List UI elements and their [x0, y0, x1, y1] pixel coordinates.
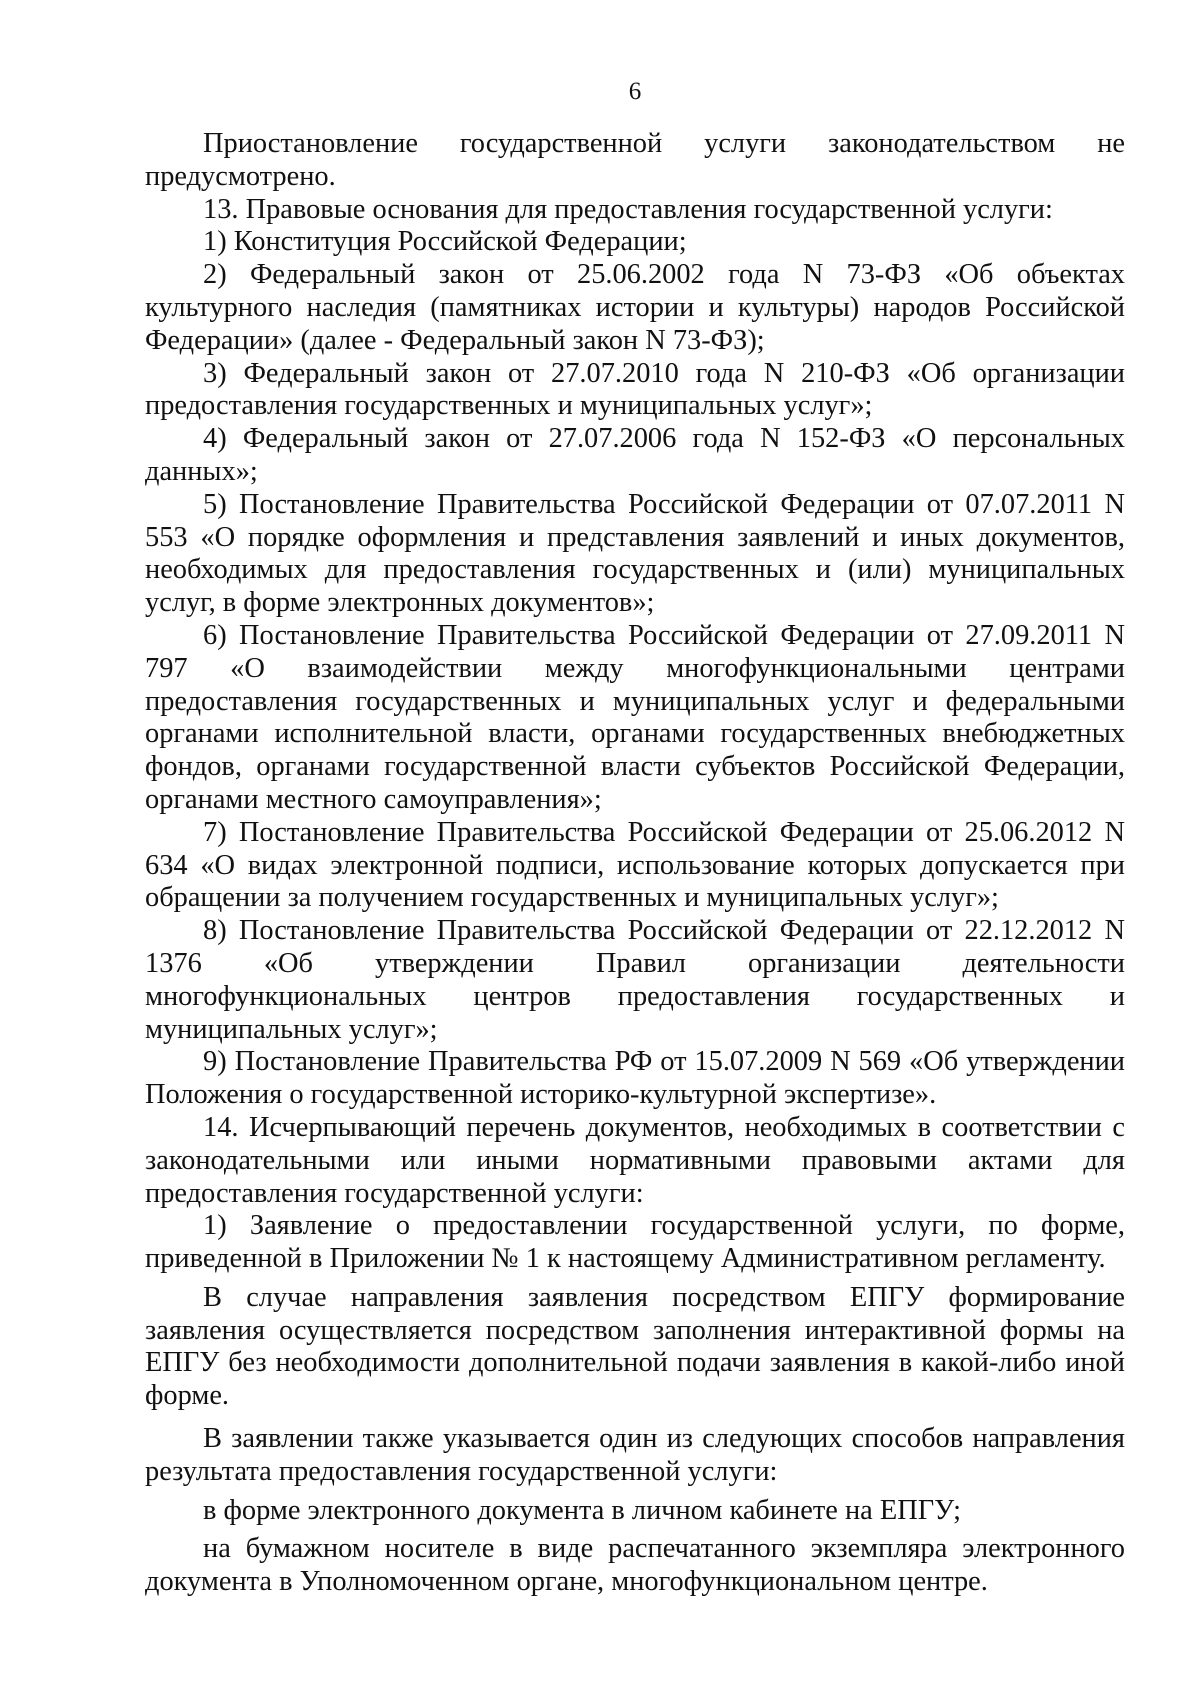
paragraph-13-legal-basis: 13. Правовые основания для предоставления государственной услуги: — [203, 193, 1053, 225]
paragraph-item-7-decree-634: 7) Постановление Правительства Российской Федерации от 25.06.2012 N 634 «О видах электронной подписи, использование которых допускается при обращении за получением государственных и муниципальных услуг»; — [145, 816, 1125, 914]
paragraph-result-delivery-methods: В заявлении также указывается один из следующих способов направления результата предоставления государственной услуги: — [145, 1423, 1125, 1487]
page-number: 6 — [628, 78, 642, 105]
paragraph-14-documents-list: 14. Исчерпывающий перечень документов, необходимых в соответствии с законодательными или иными нормативными правовыми актами для предоставления государственной услуги: — [145, 1111, 1125, 1209]
paragraph-item-6-decree-797: 6) Постановление Правительства Российской Федерации от 27.09.2011 N 797 «О взаимодействии между многофункциональными центрами предоставления государственных и муниципальных услуг и федеральными органами исполнительной власти, органами государственных внебюджетных фондов, органами государственной власти субъектов Российской Федерации, органами местного самоуправления»; — [145, 619, 1125, 815]
document-body — [145, 128, 1125, 1599]
paragraph-item-2-law-73: 2) Федеральный закон от 25.06.2002 года N 73-ФЗ «Об объектах культурного наследия (памятниках истории и культуры) народов Российской Федерации» (далее - Федеральный закон N 73-ФЗ); — [145, 259, 1125, 356]
paragraph-item-5-decree-553: 5) Постановление Правительства Российской Федерации от 07.07.2011 N 553 «О порядке оформления и представления заявлений и иных документов, необходимых для предоставления государственных и (или) муниципальных услуг, в форме электронных документов»; — [145, 488, 1125, 619]
paragraph-epgu-submission: В случае направления заявления посредством ЕПГУ формирование заявления осуществляется посредством заполнения интерактивной формы на ЕПГУ без необходимости дополнительной подачи заявления в какой-либо иной форме. — [145, 1281, 1125, 1412]
paragraph-item-1-constitution: 1) Конституция Российской Федерации; — [203, 226, 687, 258]
paragraph-item-4-law-152: 4) Федеральный закон от 27.07.2006 года N 152-ФЗ «О персональных данных»; — [145, 423, 1125, 487]
paragraph-item-8-decree-1376: 8) Постановление Правительства Российской Федерации от 22.12.2012 N 1376 «Об утверждении Правил организации деятельности многофункциональных центров предоставления государственных и муниципальных услуг»; — [145, 915, 1125, 1045]
paragraph-method-electronic: в форме электронного документа в личном кабинете на ЕПГУ; — [203, 1494, 962, 1526]
paragraph-item-3-law-210: 3) Федеральный закон от 27.07.2010 года N 210-ФЗ «Об организации предоставления государственных и муниципальных услуг»; — [145, 357, 1125, 422]
paragraph-suspension: Приостановление государственной услуги законодательством не предусмотрено. — [145, 128, 1125, 192]
paragraph-method-paper: на бумажном носителе в виде распечатанного экземпляра электронного документа в Уполномоченном органе, многофункциональном центре. — [145, 1533, 1125, 1598]
paragraph-item-1-application: 1) Заявление о предоставлении государственной услуги, по форме, приведенной в Приложении № 1 к настоящему Административном регламенту. — [145, 1210, 1125, 1275]
paragraph-item-9-decree-569: 9) Постановление Правительства РФ от 15.07.2009 N 569 «Об утверждении Положения о государственной историко-культурной экспертизе». — [145, 1046, 1125, 1111]
